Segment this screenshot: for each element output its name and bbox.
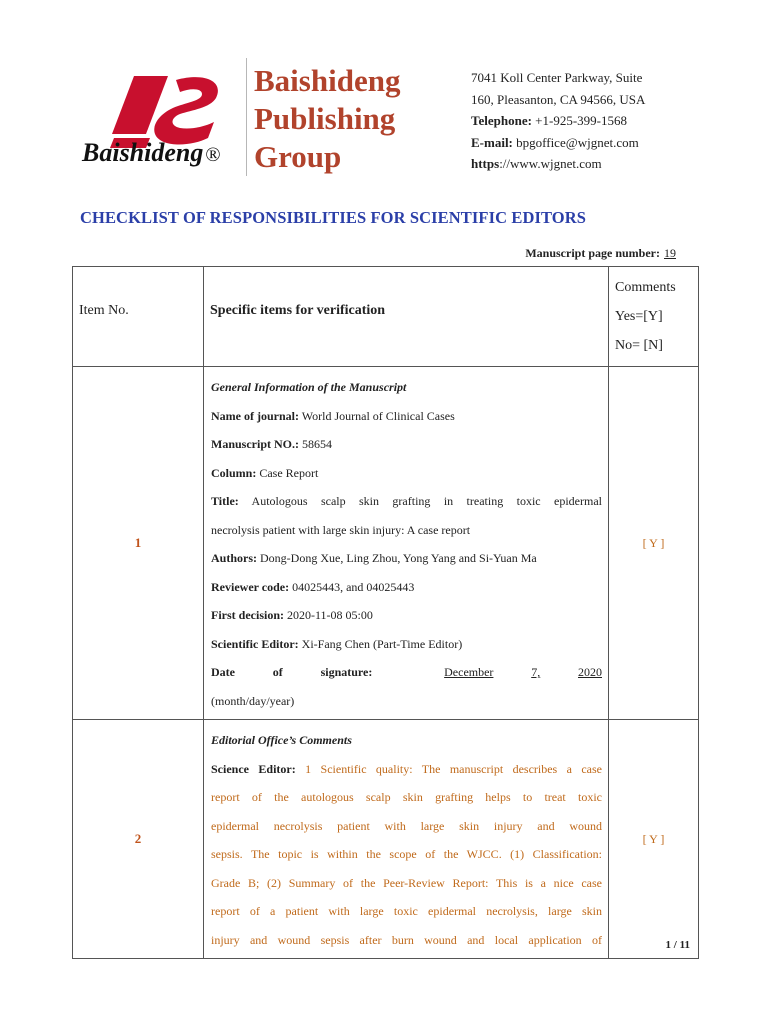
comment-yes: [ Y ] — [609, 720, 699, 959]
comment-yes: [ Y ] — [609, 367, 699, 720]
general-info-cell — [204, 367, 609, 720]
publisher-address — [471, 67, 645, 175]
website-line: https://www.wjgnet.com — [471, 156, 602, 171]
telephone-line: Telephone: +1-925-399-1568 — [471, 113, 627, 128]
item-number: 1 — [73, 367, 204, 720]
comment-line: report of the autologous scalp skin grafting helps to treat toxic — [211, 790, 602, 804]
manuscript-page-number: Manuscript page number: 19 — [525, 246, 676, 260]
reviewer-line: Reviewer code: 04025443, and 04025443 — [211, 579, 415, 594]
page-indicator: 1 / 11 — [665, 939, 690, 951]
comment-line: sepsis. The topic is within the scope of the WJCC. (1) Classification: — [211, 847, 602, 861]
title-line-2: necrolysis patient with large skin injury: A case report — [211, 522, 471, 537]
journal-line: Name of journal: World Journal of Clinical Cases — [211, 408, 455, 423]
comment-line: Science Editor: 1 Scientific quality: The manuscript describes a case — [211, 761, 603, 776]
header-specific-items: Specific items for verification — [204, 267, 609, 367]
date-format: (month/day/year) — [211, 693, 295, 708]
item-number: 2 — [73, 720, 204, 959]
table-row — [73, 720, 699, 959]
authors-line: Authors: Dong-Dong Xue, Ling Zhou, Yong Yang and Si-Yuan Ma — [211, 551, 537, 565]
first-decision-line: First decision: 2020-11-08 05:00 — [211, 608, 373, 622]
brand-script: Baishideng ® — [82, 138, 221, 167]
section-heading: Editorial Office’s Comments — [211, 733, 352, 747]
title-line: Title: Autologous scalp skin grafting in treating toxic epidermal — [211, 494, 602, 508]
header-comments: Comments Yes=[Y] No= [N] — [609, 267, 699, 367]
table-row — [73, 367, 699, 720]
logo-divider — [246, 58, 247, 176]
signature-date-line: Date of signature: December 7, 2020 — [211, 665, 602, 679]
header-item-no: Item No. — [73, 267, 204, 367]
table-header-row — [73, 267, 699, 367]
editorial-comments-cell — [204, 720, 609, 959]
comment-line: report of a patient with large toxic epidermal necrolysis, large skin — [211, 904, 602, 918]
comment-line: injury and wound sepsis after burn wound and local application of — [211, 932, 602, 947]
section-heading: General Information of the Manuscript — [211, 380, 407, 394]
checklist-table — [72, 266, 699, 959]
comment-line: epidermal necrolysis patient with large skin injury and wound — [211, 818, 602, 833]
scientific-editor-line: Scientific Editor: Xi-Fang Chen (Part-Time Editor) — [211, 636, 463, 651]
email-line: E-mail: bpgoffice@wjgnet.com — [471, 134, 639, 150]
document-title: CHECKLIST OF RESPONSIBILITIES FOR SCIENTIFIC EDITORS — [80, 208, 587, 227]
column-line: Column: Case Report — [211, 465, 319, 480]
manuscript-line: Manuscript NO.: 58654 — [211, 437, 332, 451]
address-line: 160, Pleasanton, CA 94566, USA — [471, 91, 646, 107]
comment-line: Grade B; (2) Summary of the Peer-Review Report: This is a nice case — [211, 875, 602, 890]
address-line: 7041 Koll Center Parkway, Suite — [471, 70, 643, 85]
publisher-logo — [80, 58, 440, 178]
publisher-name: Baishideng Publishing Group — [254, 63, 401, 174]
